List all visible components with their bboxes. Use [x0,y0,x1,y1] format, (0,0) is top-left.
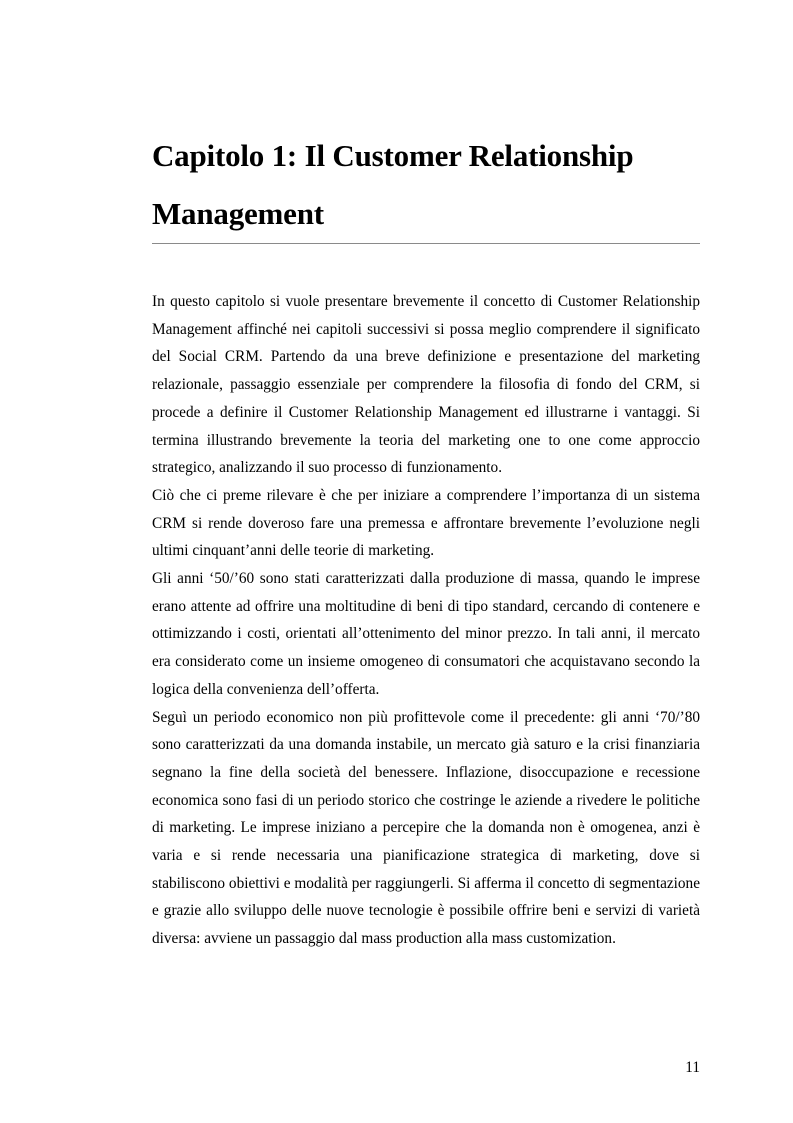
page-number: 11 [685,1059,700,1076]
paragraph-segmentation: Seguì un periodo economico non più profittevole come il precedente: gli anni ‘70/’80 sono caratterizzati da una domanda instabile, un mercato già saturo e la crisi finanziaria segnano la fine della società del benessere. Inflazione, disoccupazione e recessione economica sono fasi di un periodo storico che costringe le aziende a rivedere le politiche di marketing. Le imprese iniziano a percepire che la domanda non è omogenea, anzi è varia e si rende necessaria una pianificazione strategica di marketing, dove si stabiliscono obiettivi e modalità per raggiungerli. Si afferma il concetto di segmentazione e grazie allo sviluppo delle nuove tecnologie è possibile offrire beni e servizi di varietà diversa: avviene un passaggio dal mass production alla mass customization. [152,708,700,948]
paragraph-crm-premise: Ciò che ci preme rilevare è che per iniziare a comprendere l’importanza di un sistema CRM si rende doveroso fare una premessa e affrontare brevemente l’evoluzione negli ultimi cinquant’anni delle teorie di marketing. [152,486,700,560]
paragraph-intro: In questo capitolo si vuole presentare brevemente il concetto di Customer Relationship Management affinché nei capitoli successivi si possa meglio comprendere il significato del Social CRM. Partendo da una breve definizione e presentazione del marketing relazionale, passaggio essenziale per comprendere la filosofia di fondo del CRM, si procede a definire il Customer Relationship Management ed illustrarne i vantaggi. Si termina illustrando brevemente la teoria del marketing one to one come approccio strategico, analizzando il suo processo di funzionamento. [152,293,700,477]
body-text [152,288,700,953]
paragraph-mass-production: Gli anni ‘50/’60 sono stati caratterizzati dalla produzione di massa, quando le imprese erano attente ad offrire una moltitudine di beni di tipo standard, cercando di contenere e ottimizzando i costi, orientati all’ottenimento del minor prezzo. In tali anni, il mercato era considerato come un insieme omogeneo di consumatori che acquistavano secondo la logica della convenienza dell’offerta. [152,570,700,698]
chapter-title: Capitolo 1: Il Customer Relationship Management [152,138,634,231]
title-divider [152,243,700,244]
